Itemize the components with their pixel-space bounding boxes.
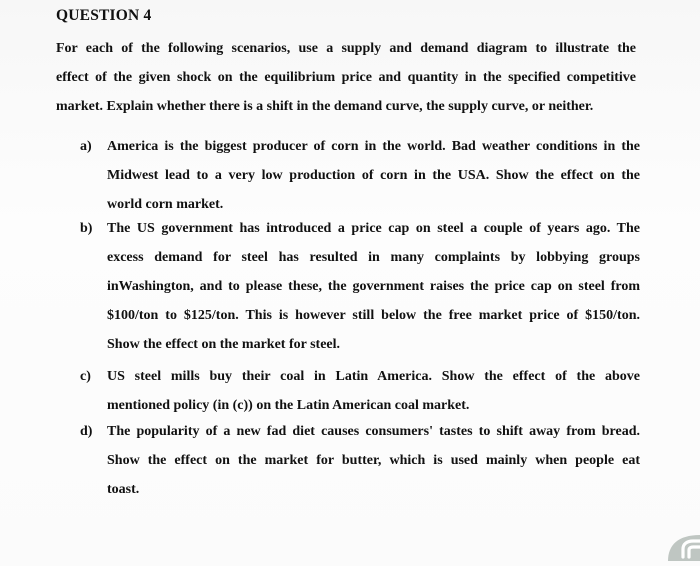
item-line: America is the biggest producer of corn in the world. Bad weather conditions in the (107, 139, 640, 154)
item-marker: c) (80, 369, 91, 384)
item-line: $100/ton to $125/ton. This is however still below the free market price of $150/ton. (107, 308, 640, 323)
item-line: Midwest lead to a very low production of corn in the USA. Show the effect on the (107, 168, 640, 183)
item-body (107, 362, 640, 420)
item-line: mentioned policy (in (c)) on the Latin American coal market. (107, 398, 470, 413)
item-body (107, 214, 640, 359)
item-line: US steel mills buy their coal in Latin America. Show the effect of the above (107, 369, 640, 384)
item-line: toast. (107, 482, 140, 497)
item-line: world corn market. (107, 197, 224, 212)
intro-line: market. Explain whether there is a shift in the demand curve, the supply curve, or neither. (56, 99, 594, 114)
chrome-tab-icon[interactable] (662, 527, 700, 561)
item-body (107, 132, 640, 219)
item-line: The US government has introduced a price cap on steel a couple of years ago. The (107, 221, 640, 236)
item-line: excess demand for steel has resulted in many complaints by lobbying groups (107, 250, 640, 265)
item-body (107, 417, 640, 504)
item-line: Show the effect on the market for butter, which is used mainly when people eat (107, 453, 640, 468)
item-line: The popularity of a new fad diet causes consumers' tastes to shift away from bread. (107, 424, 640, 439)
question-title: QUESTION 4 (56, 7, 152, 24)
item-marker: a) (80, 139, 92, 154)
intro-line: For each of the following scenarios, use a supply and demand diagram to illustrate the (56, 41, 636, 56)
question-intro (56, 34, 636, 121)
item-line: inWashington, and to please these, the government raises the price cap on steel from (107, 279, 640, 294)
item-marker: b) (80, 221, 93, 236)
item-line: Show the effect on the market for steel. (107, 337, 341, 352)
intro-line: effect of the given shock on the equilibrium price and quantity in the specified competitive (56, 70, 636, 85)
item-marker: d) (80, 424, 93, 439)
